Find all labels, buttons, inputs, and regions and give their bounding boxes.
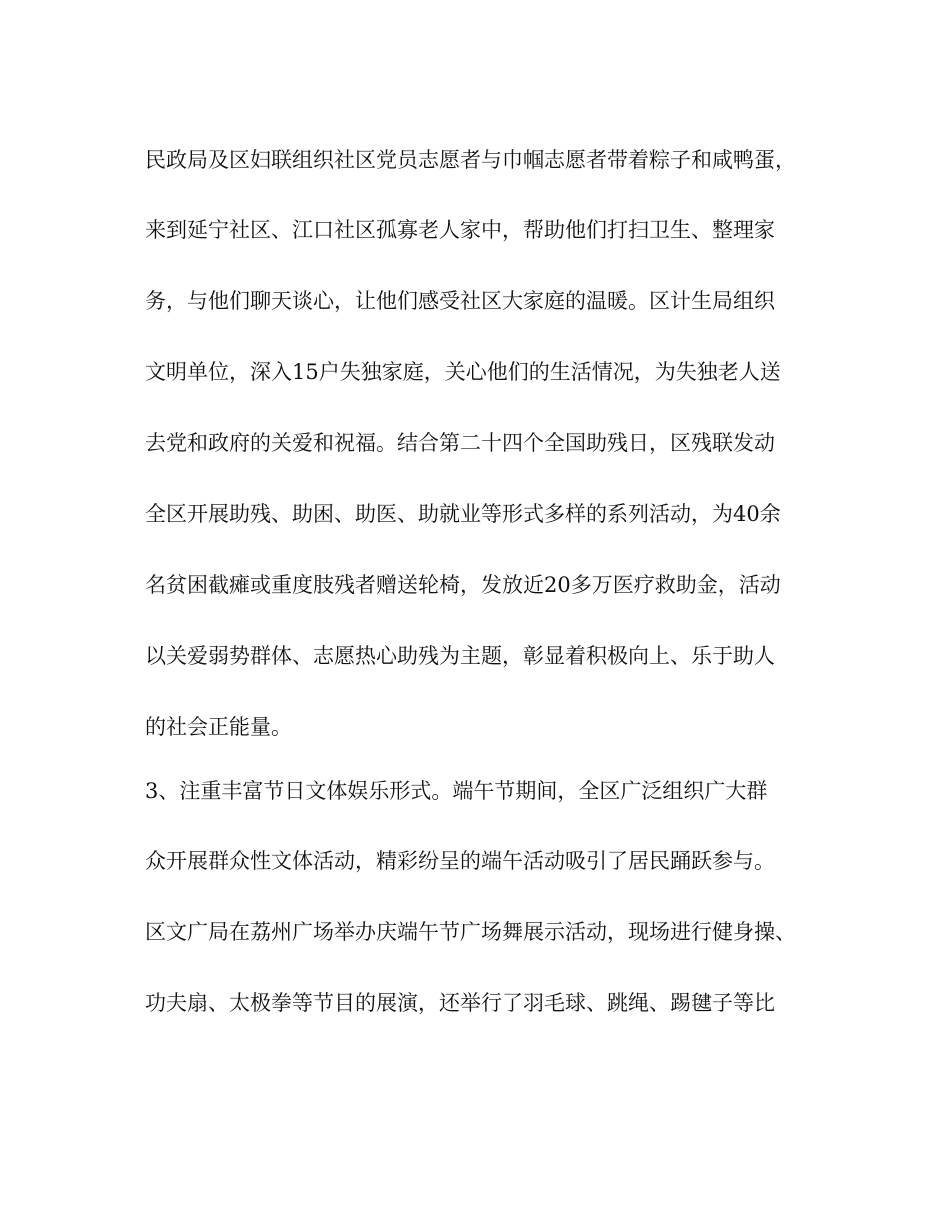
text-line-8: 以关爱弱势群体、志愿热心助残为主题，彰显着积极向上、乐于助人 — [145, 644, 775, 668]
text-line-6: 全区开展助残、助困、助医、助就业等形式多样的系列活动，为40余 — [145, 502, 781, 526]
text-line-11: 众开展群众性文体活动，精彩纷呈的端午活动吸引了居民踊跃参与。 — [145, 849, 775, 873]
text-line-10: 3、注重丰富节日文体娱乐形式。端午节期间，全区广泛组织广大群 — [145, 779, 768, 803]
text-line-13: 功夫扇、太极拳等节目的展演，还举行了羽毛球、跳绳、踢毽子等比 — [145, 991, 775, 1015]
text-line-1: 民政局及区妇联组织社区党员志愿者与巾帼志愿者带着粽子和咸鸭蛋， — [145, 148, 796, 172]
text-line-9: 的社会正能量。 — [145, 715, 292, 739]
text-line-4: 文明单位，深入15户失独家庭，关心他们的生活情况，为失独老人送 — [145, 360, 781, 384]
text-line-2: 来到延宁社区、江口社区孤寡老人家中，帮助他们打扫卫生、整理家 — [145, 218, 775, 242]
text-line-5: 去党和政府的关爱和祝福。结合第二十四个全国助残日，区残联发动 — [145, 431, 775, 455]
text-line-3: 务，与他们聊天谈心，让他们感受社区大家庭的温暖。区计生局组织 — [145, 289, 775, 313]
text-line-7: 名贫困截瘫或重度肢残者赠送轮椅，发放近20多万医疗救助金，活动 — [145, 573, 781, 597]
text-line-12: 区文广局在荔州广场举办庆端午节广场舞展示活动，现场进行健身操、 — [145, 920, 796, 944]
